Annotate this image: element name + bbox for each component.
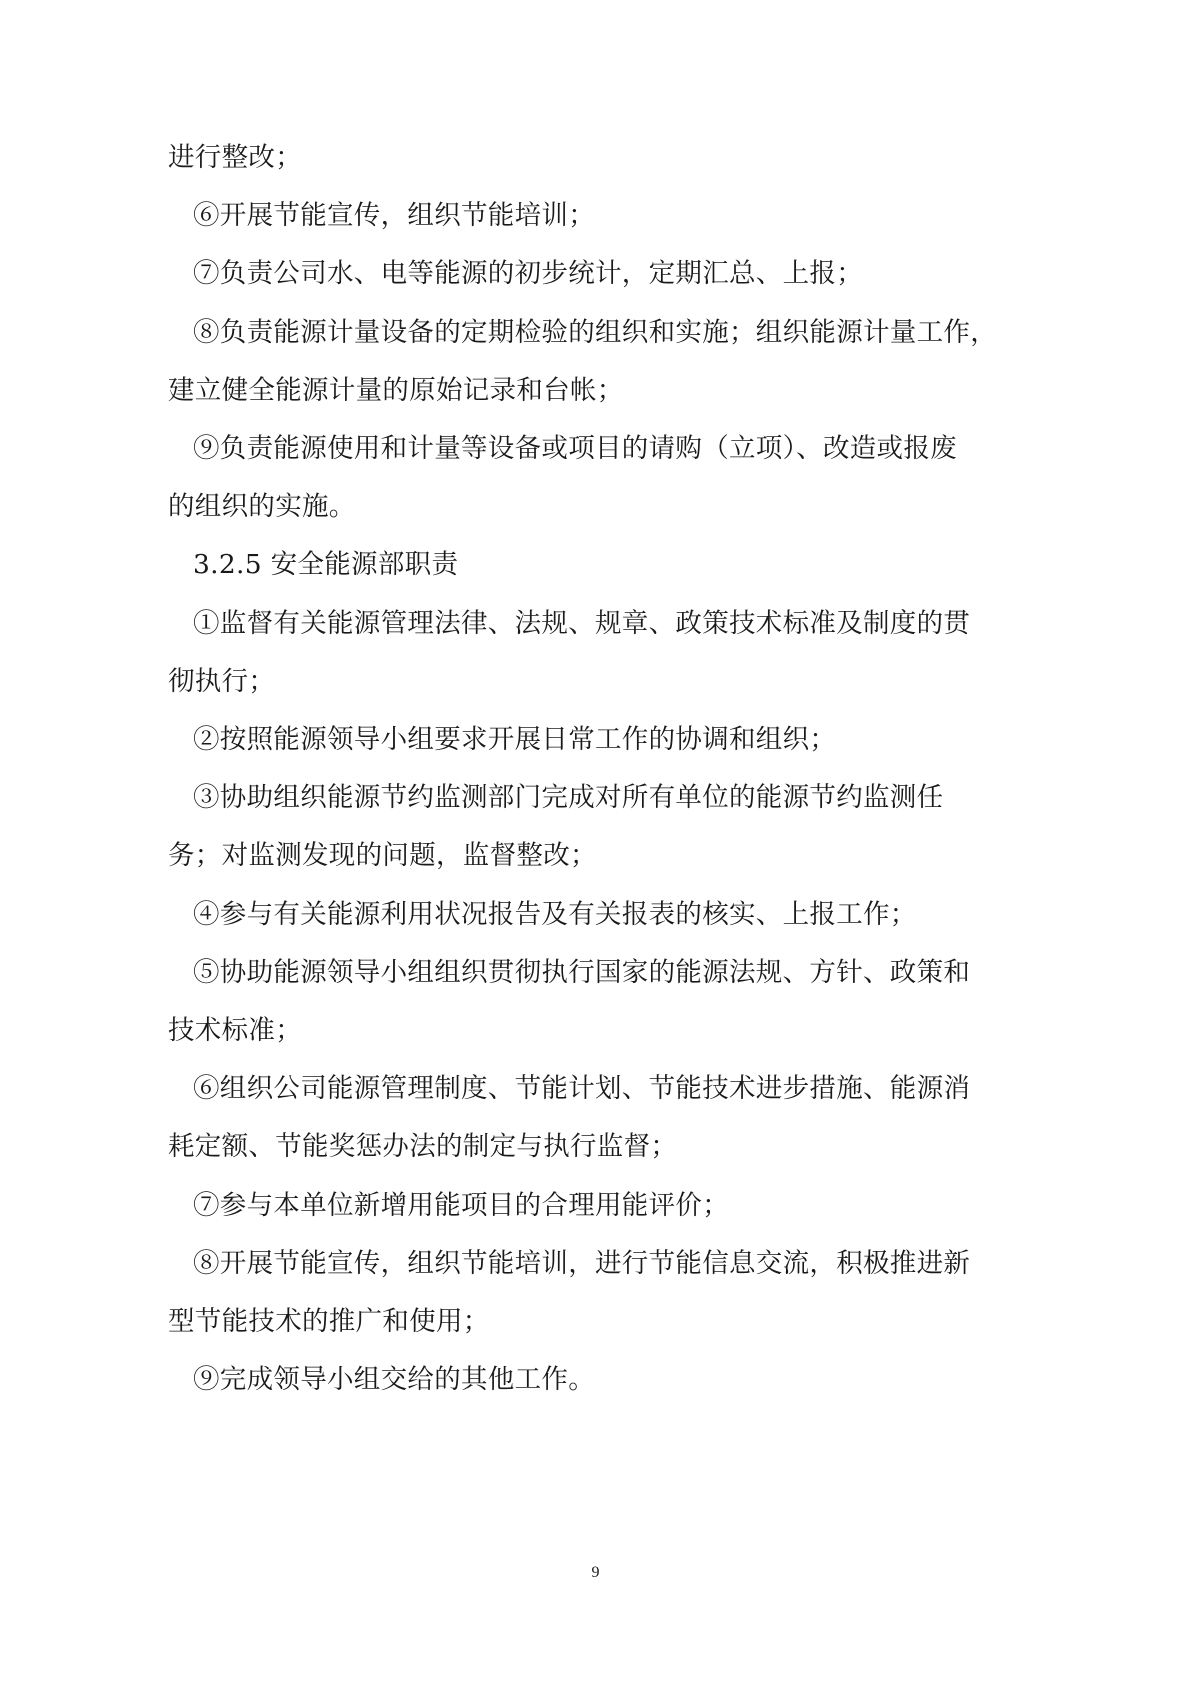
text-line: 的组织的实施。 [168,491,356,522]
text-line: ⑧开展节能宣传，组织节能培训，进行节能信息交流，积极推进新 [193,1248,971,1279]
text-line: 技术标准； [168,1015,302,1046]
section-heading: 3.2.5 安全能源部职责 [193,549,459,580]
text-line: 务；对监测发现的问题，监督整改； [168,840,597,871]
text-line: ⑦负责公司水、电等能源的初步统计，定期汇总、上报； [193,258,863,289]
text-line: ①监督有关能源管理法律、法规、规章、政策技术标准及制度的贯 [193,608,971,639]
text-line: ④参与有关能源利用状况报告及有关报表的核实、上报工作； [193,899,917,930]
text-line: ⑤协助能源领导小组组织贯彻执行国家的能源法规、方针、政策和 [193,957,971,988]
text-line: 型节能技术的推广和使用； [168,1306,490,1337]
text-line: ②按照能源领导小组要求开展日常工作的协调和组织； [193,724,837,755]
page-number: 9 [591,1564,600,1581]
text-line: ⑧负责能源计量设备的定期检验的组织和实施；组织能源计量工作， [193,317,997,348]
text-line: ⑨负责能源使用和计量等设备或项目的请购（立项）、改造或报废 [193,433,957,464]
text-line: ⑨完成领导小组交给的其他工作。 [193,1364,595,1395]
text-line: ⑥开展节能宣传，组织节能培训； [193,200,595,231]
text-line: 彻执行； [168,666,276,697]
text-line: 耗定额、节能奖惩办法的制定与执行监督； [168,1131,678,1162]
text-line: 建立健全能源计量的原始记录和台帐； [168,375,624,406]
text-line: 进行整改； [168,142,302,173]
text-line: ⑥组织公司能源管理制度、节能计划、节能技术进步措施、能源消 [193,1073,971,1104]
text-line: ③协助组织能源节约监测部门完成对所有单位的能源节约监测任 [193,782,944,813]
text-line: ⑦参与本单位新增用能项目的合理用能评价； [193,1190,729,1221]
